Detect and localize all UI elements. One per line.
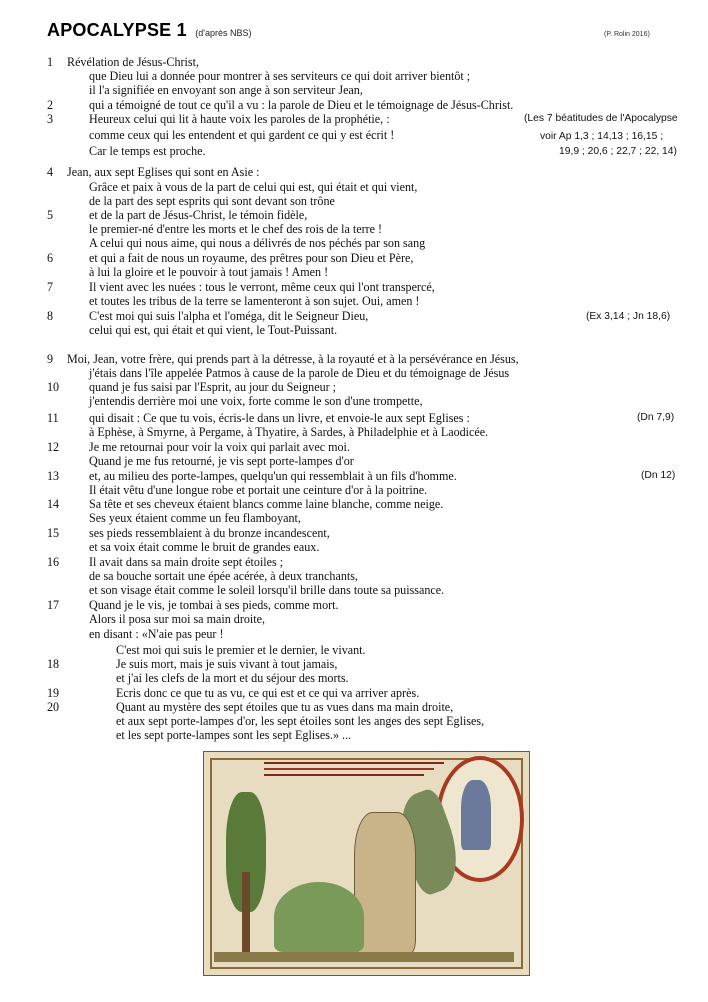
verse-line: Il avait dans sa main droite sept étoiles ; — [89, 555, 284, 569]
verse-number: 11 — [47, 411, 59, 425]
verse-line: qui a témoigné de tout ce qu'il a vu : la parole de Dieu et le témoignage de Jésus-Christ. — [89, 98, 514, 112]
verse-line: Grâce et paix à vous de la part de celui qui est, qui était et qui vient, — [89, 180, 418, 194]
verse-line: celui qui est, qui était et qui vient, le Tout-Puissant. — [89, 323, 338, 337]
verse-line: Car le temps est proche. — [89, 144, 206, 158]
verse-line: Heureux celui qui lit à haute voix les paroles de la prophétie, : — [89, 112, 390, 126]
verse-number: 2 — [47, 98, 54, 112]
verse-line: Ecris donc ce que tu as vu, ce qui est et ce qui va arriver après. — [116, 686, 420, 700]
verse-line: et les sept porte-lampes sont les sept Eglises.» ... — [116, 728, 352, 742]
verse-line: C'est moi qui suis le premier et le dernier, le vivant. — [116, 643, 366, 657]
manuscript-script-line — [264, 762, 444, 764]
verse-line: de la part des sept esprits qui sont devant son trône — [89, 194, 335, 208]
title-subtitle: (d'après NBS) — [195, 28, 252, 38]
verse-line: Révélation de Jésus-Christ, — [67, 55, 200, 69]
verse-line: Quant au mystère des sept étoiles que tu as vues dans ma main droite, — [116, 700, 454, 714]
manuscript-illustration — [203, 751, 530, 976]
margin-note: 19,9 ; 20,6 ; 22,7 ; 22, 14) — [559, 146, 677, 157]
verse-line: et j'ai les clefs de la mort et du séjour des morts. — [116, 671, 349, 685]
author-credit: (P. Rolin 2016) — [604, 31, 650, 38]
verse-line: et toutes les tribus de la terre se lamenteront à son sujet. Oui, amen ! — [89, 294, 420, 308]
verse-number: 12 — [47, 440, 60, 454]
verse-line: Ses yeux étaient comme un feu flamboyant, — [89, 511, 301, 525]
margin-note: (Les 7 béatitudes de l'Apocalypse — [524, 113, 678, 124]
verse-line: de sa bouche sortait une épée acérée, à deux tranchants, — [89, 569, 358, 583]
verse-line: A celui qui nous aime, qui nous a délivrés de nos péchés par son sang — [89, 236, 426, 250]
verse-line: à Ephèse, à Smyrne, à Pergame, à Thyatire, à Sardes, à Philadelphie et à Laodicée. — [89, 425, 489, 439]
page-title — [47, 20, 252, 41]
verse-line: le premier-né d'entre les morts et le chef des rois de la terre ! — [89, 222, 383, 236]
verse-number: 1 — [47, 55, 54, 69]
verse-number: 5 — [47, 208, 54, 222]
christ-figure — [461, 780, 491, 850]
verse-number: 15 — [47, 526, 60, 540]
margin-note: (Ex 3,14 ; Jn 18,6) — [586, 311, 671, 322]
verse-line: en disant : «N'aie pas peur ! — [89, 627, 224, 641]
tree-trunk — [242, 872, 250, 952]
verse-line: Il était vêtu d'une longue robe et portait une ceinture d'or à la poitrine. — [89, 483, 428, 497]
verse-line: et aux sept porte-lampes d'or, les sept étoiles sont les anges des sept Eglises, — [116, 714, 485, 728]
verse-line: il l'a signifiée en envoyant son ange à son serviteur Jean, — [89, 83, 363, 97]
verse-number: 16 — [47, 555, 60, 569]
verse-line: quand je fus saisi par l'Esprit, au jour du Seigneur ; — [89, 380, 337, 394]
verse-number: 8 — [47, 309, 54, 323]
verse-line: et sa voix était comme le bruit de grandes eaux. — [89, 540, 320, 554]
verse-line: Moi, Jean, votre frère, qui prends part à la détresse, à la royauté et à la persévérance en Jésus, — [67, 352, 519, 366]
verse-line: et son visage était comme le soleil lorsqu'il brille dans toute sa puissance. — [89, 583, 445, 597]
verse-number: 14 — [47, 497, 60, 511]
manuscript-script-line — [264, 774, 424, 776]
verse-number: 19 — [47, 686, 60, 700]
verse-line: Sa tête et ses cheveux étaient blancs comme laine blanche, comme neige. — [89, 497, 444, 511]
verse-line: Quand je le vis, je tombai à ses pieds, comme mort. — [89, 598, 339, 612]
verse-line: et qui a fait de nous un royaume, des prêtres pour son Dieu et Père, — [89, 251, 414, 265]
kneeling-figure — [274, 882, 364, 952]
verse-number: 7 — [47, 280, 54, 294]
verse-number: 6 — [47, 251, 54, 265]
ground-strip — [214, 952, 514, 962]
verse-line: à lui la gloire et le pouvoir à tout jamais ! Amen ! — [89, 265, 329, 279]
verse-number: 20 — [47, 700, 60, 714]
verse-number: 17 — [47, 598, 60, 612]
verse-line: qui disait : Ce que tu vois, écris-le dans un livre, et envoie-le aux sept Eglises : — [89, 411, 470, 425]
margin-note: voir Ap 1,3 ; 14,13 ; 16,15 ; — [540, 131, 664, 142]
verse-line: Il vient avec les nuées : tous le verront, même ceux qui l'ont transpercé, — [89, 280, 435, 294]
verse-line: et de la part de Jésus-Christ, le témoin fidèle, — [89, 208, 308, 222]
verse-line: Je suis mort, mais je suis vivant à tout jamais, — [116, 657, 338, 671]
verse-line: j'entendis derrière moi une voix, forte comme le son d'une trompette, — [89, 394, 423, 408]
verse-number: 13 — [47, 469, 60, 483]
title-main: APOCALYPSE 1 — [47, 20, 187, 40]
verse-line: que Dieu lui a donnée pour montrer à ses serviteurs ce qui doit arriver bientôt ; — [89, 69, 471, 83]
margin-note: (Dn 12) — [641, 470, 676, 481]
verse-line: Jean, aux sept Eglises qui sont en Asie : — [67, 165, 260, 179]
verse-number: 10 — [47, 380, 60, 394]
verse-line: Quand je me fus retourné, je vis sept porte-lampes d'or — [89, 454, 354, 468]
verse-line: Je me retournai pour voir la voix qui parlait avec moi. — [89, 440, 350, 454]
verse-line: ses pieds ressemblaient à du bronze incandescent, — [89, 526, 330, 540]
verse-number: 9 — [47, 352, 54, 366]
verse-line: C'est moi qui suis l'alpha et l'oméga, dit le Seigneur Dieu, — [89, 309, 369, 323]
verse-line: comme ceux qui les entendent et qui gardent ce qui y est écrit ! — [89, 128, 395, 142]
verse-line: Alors il posa sur moi sa main droite, — [89, 612, 266, 626]
verse-line: et, au milieu des porte-lampes, quelqu'un qui ressemblait à un fils d'homme. — [89, 469, 457, 483]
verse-line: j'étais dans l'île appelée Patmos à cause de la parole de Dieu et du témoignage de Jésus — [89, 366, 510, 380]
verse-number: 4 — [47, 165, 54, 179]
manuscript-script-line — [264, 768, 434, 770]
verse-number: 18 — [47, 657, 60, 671]
verse-number: 3 — [47, 112, 54, 126]
margin-note: (Dn 7,9) — [637, 412, 675, 423]
